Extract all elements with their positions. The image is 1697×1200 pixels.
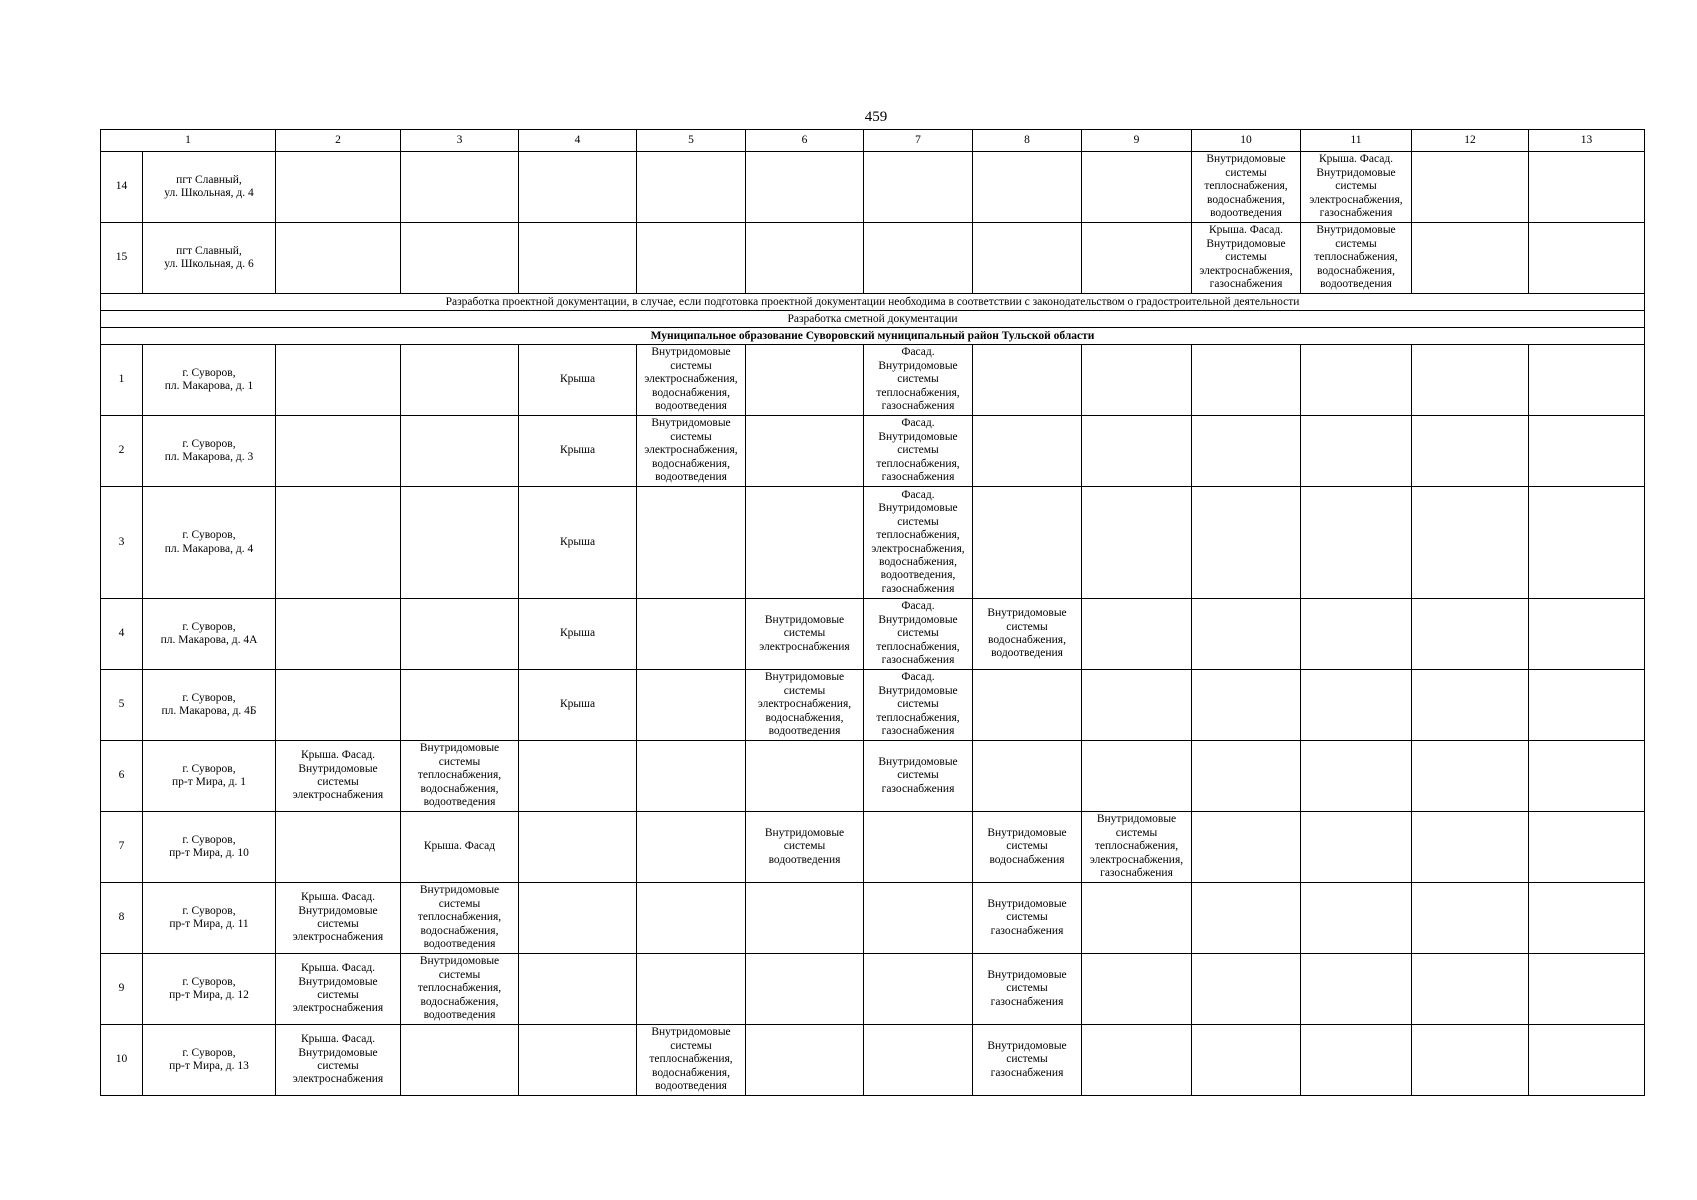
row-number-cell: 8 — [101, 883, 143, 954]
work-type-cell — [1301, 345, 1412, 416]
work-type-cell: Крыша — [519, 670, 637, 741]
row-number-cell: 2 — [101, 416, 143, 487]
work-type-cell — [637, 670, 746, 741]
work-type-cell — [973, 416, 1082, 487]
work-type-cell — [519, 812, 637, 883]
work-type-cell — [1082, 599, 1192, 670]
row-number-cell: 14 — [101, 152, 143, 223]
row-number-cell: 3 — [101, 487, 143, 599]
work-type-cell — [1412, 741, 1529, 812]
work-type-cell: Внутридомовые системы водоотведения — [746, 812, 864, 883]
work-type-cell: Внутридомовые системы электроснабжения, водоснабжения, водоотведения — [746, 670, 864, 741]
work-type-cell: Крыша — [519, 599, 637, 670]
work-type-cell — [1192, 599, 1301, 670]
work-type-cell: Крыша — [519, 487, 637, 599]
work-type-cell: Крыша. Фасад. Внутридомовые системы электроснабжения — [276, 741, 401, 812]
work-type-cell: Внутридомовые системы газоснабжения — [973, 954, 1082, 1025]
work-type-cell — [1082, 741, 1192, 812]
work-type-cell — [401, 223, 519, 294]
row-number-cell: 15 — [101, 223, 143, 294]
work-type-cell — [276, 487, 401, 599]
work-type-cell: Внутридомовые системы газоснабжения — [973, 1025, 1082, 1096]
address-cell: г. Суворов, пл. Макарова, д. 4 — [143, 487, 276, 599]
work-type-cell — [864, 152, 973, 223]
work-type-cell — [1529, 883, 1645, 954]
repair-schedule-table — [100, 129, 1645, 1096]
address-cell: г. Суворов, пл. Макарова, д. 4Б — [143, 670, 276, 741]
section-heading-cell: Разработка проектной документации, в случае, если подготовка проектной документации необходима в соответствии с законодательством о градостроительной деятельности — [101, 294, 1645, 311]
address-cell: г. Суворов, пл. Макарова, д. 4А — [143, 599, 276, 670]
work-type-cell — [1529, 599, 1645, 670]
work-type-cell: Крыша. Фасад. Внутридомовые системы электроснабжения — [276, 1025, 401, 1096]
work-type-cell — [1529, 812, 1645, 883]
table-body — [101, 130, 1645, 1096]
work-type-cell — [401, 1025, 519, 1096]
table-row — [101, 345, 1645, 416]
table-row — [101, 670, 1645, 741]
work-type-cell — [1082, 954, 1192, 1025]
column-number-cell: 5 — [637, 130, 746, 152]
work-type-cell — [276, 812, 401, 883]
work-type-cell — [1082, 223, 1192, 294]
work-type-cell — [864, 812, 973, 883]
table-row — [101, 152, 1645, 223]
work-type-cell — [519, 741, 637, 812]
work-type-cell — [973, 741, 1082, 812]
row-number-cell: 10 — [101, 1025, 143, 1096]
work-type-cell — [401, 345, 519, 416]
work-type-cell — [746, 954, 864, 1025]
address-cell: г. Суворов, пр-т Мира, д. 12 — [143, 954, 276, 1025]
work-type-cell: Внутридомовые системы газоснабжения — [973, 883, 1082, 954]
work-type-cell — [973, 152, 1082, 223]
column-number-cell: 3 — [401, 130, 519, 152]
work-type-cell — [1301, 487, 1412, 599]
work-type-cell — [637, 599, 746, 670]
work-type-cell — [1412, 416, 1529, 487]
work-type-cell: Внутридомовые системы теплоснабжения, водоснабжения, водоотведения — [401, 883, 519, 954]
column-number-cell: 7 — [864, 130, 973, 152]
work-type-cell — [746, 883, 864, 954]
work-type-cell — [1192, 487, 1301, 599]
work-type-cell: Крыша. Фасад — [401, 812, 519, 883]
work-type-cell — [746, 741, 864, 812]
work-type-cell — [1412, 599, 1529, 670]
work-type-cell — [1301, 599, 1412, 670]
row-number-cell: 5 — [101, 670, 143, 741]
work-type-cell — [1301, 883, 1412, 954]
table-row — [101, 416, 1645, 487]
work-type-cell — [276, 416, 401, 487]
work-type-cell — [519, 223, 637, 294]
row-number-cell: 6 — [101, 741, 143, 812]
table-row — [101, 599, 1645, 670]
row-number-cell: 7 — [101, 812, 143, 883]
work-type-cell — [1082, 670, 1192, 741]
work-type-cell — [637, 223, 746, 294]
column-number-cell: 9 — [1082, 130, 1192, 152]
work-type-cell — [1412, 1025, 1529, 1096]
work-type-cell — [519, 1025, 637, 1096]
work-type-cell — [401, 599, 519, 670]
column-number-cell: 10 — [1192, 130, 1301, 152]
work-type-cell: Крыша. Фасад. Внутридомовые системы электроснабжения — [276, 883, 401, 954]
work-type-cell — [637, 812, 746, 883]
column-number-cell: 12 — [1412, 130, 1529, 152]
work-type-cell: Внутридомовые системы теплоснабжения, водоснабжения, водоотведения — [1192, 152, 1301, 223]
work-type-cell: Крыша — [519, 345, 637, 416]
work-type-cell — [637, 152, 746, 223]
work-type-cell — [973, 223, 1082, 294]
work-type-cell — [276, 152, 401, 223]
work-type-cell — [1412, 345, 1529, 416]
work-type-cell — [1301, 670, 1412, 741]
work-type-cell — [1412, 223, 1529, 294]
column-number-cell: 4 — [519, 130, 637, 152]
work-type-cell — [1529, 1025, 1645, 1096]
work-type-cell — [864, 954, 973, 1025]
work-type-cell — [746, 1025, 864, 1096]
work-type-cell — [1192, 345, 1301, 416]
address-cell: г. Суворов, пр-т Мира, д. 11 — [143, 883, 276, 954]
work-type-cell — [1412, 487, 1529, 599]
work-type-cell — [1529, 223, 1645, 294]
work-type-cell — [1529, 954, 1645, 1025]
work-type-cell — [1301, 1025, 1412, 1096]
work-type-cell: Крыша — [519, 416, 637, 487]
table-row — [101, 883, 1645, 954]
work-type-cell: Внутридомовые системы теплоснабжения, электроснабжения, газоснабжения — [1082, 812, 1192, 883]
column-number-row — [101, 130, 1645, 152]
section-row — [101, 294, 1645, 311]
work-type-cell — [276, 345, 401, 416]
work-type-cell — [1529, 345, 1645, 416]
work-type-cell: Внутридомовые системы водоснабжения — [973, 812, 1082, 883]
work-type-cell: Внутридомовые системы электроснабжения — [746, 599, 864, 670]
work-type-cell — [1192, 954, 1301, 1025]
work-type-cell — [1192, 812, 1301, 883]
work-type-cell: Крыша. Фасад. Внутридомовые системы электроснабжения, газоснабжения — [1301, 152, 1412, 223]
work-type-cell — [1412, 152, 1529, 223]
work-type-cell — [276, 599, 401, 670]
column-number-cell: 13 — [1529, 130, 1645, 152]
address-cell: г. Суворов, пр-т Мира, д. 10 — [143, 812, 276, 883]
work-type-cell — [1412, 954, 1529, 1025]
work-type-cell — [519, 883, 637, 954]
work-type-cell — [401, 670, 519, 741]
work-type-cell — [1082, 152, 1192, 223]
work-type-cell — [1301, 741, 1412, 812]
work-type-cell — [1301, 416, 1412, 487]
work-type-cell — [746, 223, 864, 294]
work-type-cell — [746, 345, 864, 416]
work-type-cell — [1192, 883, 1301, 954]
work-type-cell — [1082, 883, 1192, 954]
column-number-cell: 1 — [101, 130, 276, 152]
table-row — [101, 954, 1645, 1025]
work-type-cell — [973, 345, 1082, 416]
work-type-cell — [1412, 670, 1529, 741]
work-type-cell: Фасад. Внутридомовые системы теплоснабжения, газоснабжения — [864, 416, 973, 487]
work-type-cell — [401, 152, 519, 223]
work-type-cell — [746, 487, 864, 599]
work-type-cell: Внутридомовые системы теплоснабжения, водоснабжения, водоотведения — [1301, 223, 1412, 294]
work-type-cell: Внутридомовые системы газоснабжения — [864, 741, 973, 812]
work-type-cell: Внутридомовые системы электроснабжения, водоснабжения, водоотведения — [637, 345, 746, 416]
work-type-cell — [1192, 416, 1301, 487]
work-type-cell — [1529, 741, 1645, 812]
table-row — [101, 487, 1645, 599]
work-type-cell — [1529, 416, 1645, 487]
work-type-cell — [637, 741, 746, 812]
work-type-cell — [973, 670, 1082, 741]
work-type-cell — [637, 883, 746, 954]
work-type-cell — [1192, 1025, 1301, 1096]
work-type-cell — [401, 416, 519, 487]
work-type-cell — [276, 670, 401, 741]
work-type-cell — [1529, 152, 1645, 223]
address-cell: пгт Славный, ул. Школьная, д. 6 — [143, 223, 276, 294]
work-type-cell: Фасад. Внутридомовые системы теплоснабжения, газоснабжения — [864, 670, 973, 741]
address-cell: г. Суворов, пр-т Мира, д. 13 — [143, 1025, 276, 1096]
work-type-cell — [746, 152, 864, 223]
work-type-cell — [1082, 416, 1192, 487]
work-type-cell — [1192, 741, 1301, 812]
work-type-cell — [1082, 345, 1192, 416]
address-cell: г. Суворов, пл. Макарова, д. 1 — [143, 345, 276, 416]
work-type-cell — [637, 954, 746, 1025]
work-type-cell — [1301, 954, 1412, 1025]
work-type-cell — [1529, 487, 1645, 599]
address-cell: г. Суворов, пл. Макарова, д. 3 — [143, 416, 276, 487]
work-type-cell: Внутридомовые системы теплоснабжения, водоснабжения, водоотведения — [401, 741, 519, 812]
work-type-cell: Внутридомовые системы водоснабжения, водоотведения — [973, 599, 1082, 670]
table-row — [101, 223, 1645, 294]
work-type-cell — [864, 1025, 973, 1096]
column-number-cell: 6 — [746, 130, 864, 152]
address-cell: пгт Славный, ул. Школьная, д. 4 — [143, 152, 276, 223]
row-number-cell: 1 — [101, 345, 143, 416]
work-type-cell — [1412, 812, 1529, 883]
work-type-cell — [1301, 812, 1412, 883]
work-type-cell — [1082, 1025, 1192, 1096]
table-row — [101, 1025, 1645, 1096]
table-row — [101, 741, 1645, 812]
work-type-cell: Фасад. Внутридомовые системы теплоснабжения, газоснабжения — [864, 345, 973, 416]
column-number-cell: 11 — [1301, 130, 1412, 152]
work-type-cell — [276, 223, 401, 294]
work-type-cell — [864, 883, 973, 954]
work-type-cell — [746, 416, 864, 487]
work-type-cell — [401, 487, 519, 599]
work-type-cell — [1529, 670, 1645, 741]
row-number-cell: 9 — [101, 954, 143, 1025]
address-cell: г. Суворов, пр-т Мира, д. 1 — [143, 741, 276, 812]
work-type-cell — [1082, 487, 1192, 599]
table-row — [101, 812, 1645, 883]
work-type-cell: Внутридомовые системы теплоснабжения, водоснабжения, водоотведения — [637, 1025, 746, 1096]
work-type-cell — [973, 487, 1082, 599]
work-type-cell — [637, 487, 746, 599]
work-type-cell: Крыша. Фасад. Внутридомовые системы электроснабжения, газоснабжения — [1192, 223, 1301, 294]
work-type-cell — [519, 152, 637, 223]
work-type-cell: Фасад. Внутридомовые системы теплоснабжения, газоснабжения — [864, 599, 973, 670]
work-type-cell — [1192, 670, 1301, 741]
work-type-cell — [519, 954, 637, 1025]
section-heading-cell: Муниципальное образование Суворовский муниципальный район Тульской области — [101, 328, 1645, 345]
work-type-cell: Внутридомовые системы теплоснабжения, водоснабжения, водоотведения — [401, 954, 519, 1025]
column-number-cell: 8 — [973, 130, 1082, 152]
section-row — [101, 311, 1645, 328]
column-number-cell: 2 — [276, 130, 401, 152]
work-type-cell — [864, 223, 973, 294]
work-type-cell: Крыша. Фасад. Внутридомовые системы электроснабжения — [276, 954, 401, 1025]
work-type-cell: Внутридомовые системы электроснабжения, водоснабжения, водоотведения — [637, 416, 746, 487]
section-row — [101, 328, 1645, 345]
work-type-cell — [1412, 883, 1529, 954]
work-type-cell: Фасад. Внутридомовые системы теплоснабжения, электроснабжения, водоснабжения, водоотведения, газоснабжения — [864, 487, 973, 599]
page-number: 459 — [864, 109, 888, 125]
section-heading-cell: Разработка сметной документации — [101, 311, 1645, 328]
row-number-cell: 4 — [101, 599, 143, 670]
